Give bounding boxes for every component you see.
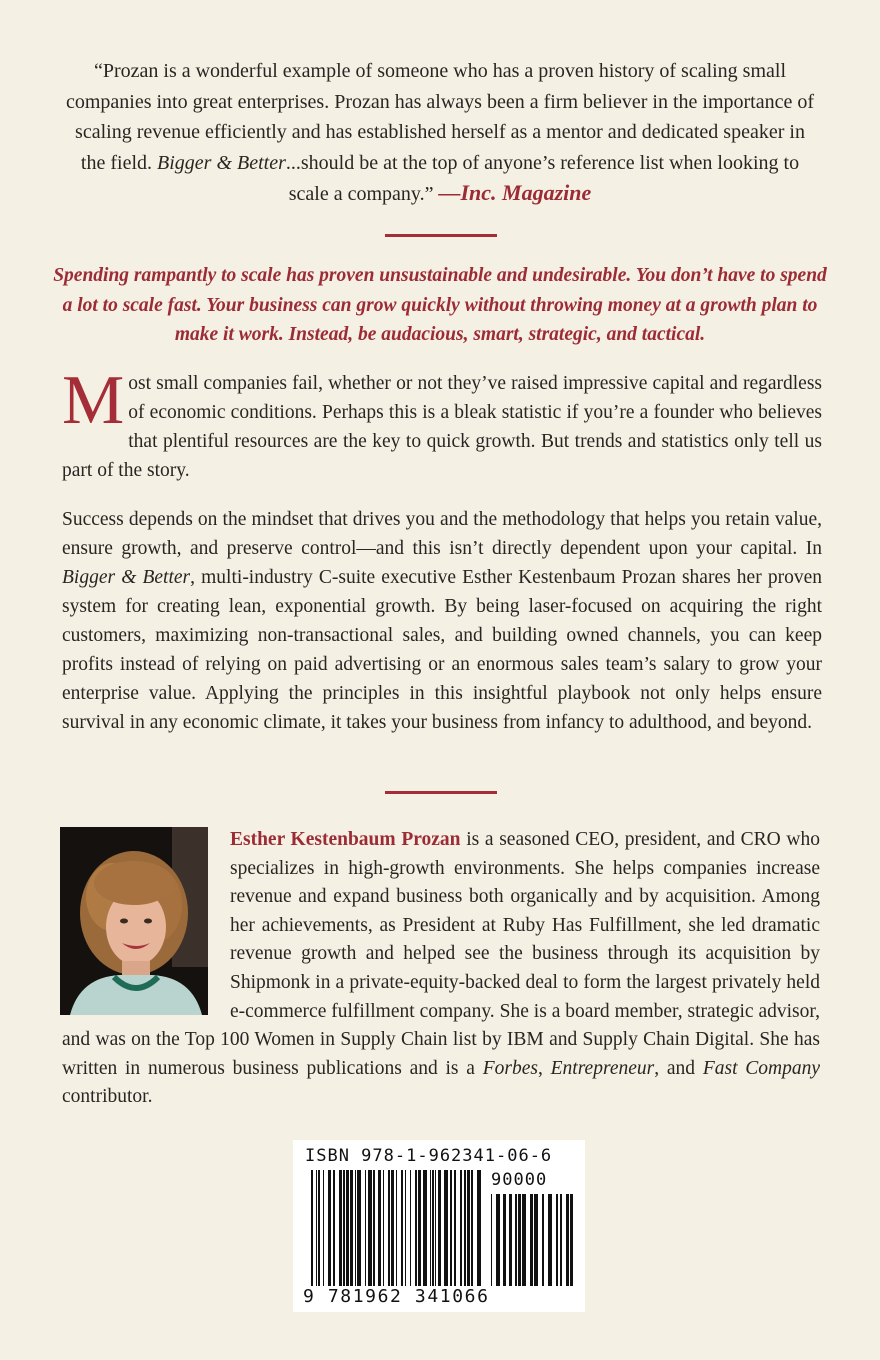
- endorsement-source: —Inc. Magazine: [438, 180, 592, 205]
- barcode-bar: [460, 1170, 462, 1286]
- isbn-number: ISBN 978-1-962341-06-6: [305, 1146, 553, 1166]
- barcode-bar: [333, 1170, 335, 1286]
- barcode-bar: [383, 1170, 384, 1286]
- price-code: 90000: [491, 1170, 548, 1190]
- barcode-bar: [418, 1170, 421, 1286]
- isbn-barcode: [293, 1140, 585, 1312]
- barcode-bar: [357, 1170, 361, 1286]
- barcode-bar: [391, 1170, 394, 1286]
- barcode-bar: [388, 1170, 390, 1286]
- author-name: Esther Kestenbaum Prozan: [230, 829, 461, 850]
- bio-separator: ,: [537, 1057, 551, 1079]
- barcode-bar: [515, 1194, 517, 1286]
- barcode-bar: [311, 1170, 313, 1286]
- barcode-bar: [477, 1170, 481, 1286]
- barcode-bar: [454, 1170, 456, 1286]
- barcode-bar: [339, 1170, 342, 1286]
- barcode-bar: [405, 1170, 406, 1286]
- barcode-bar: [373, 1170, 375, 1286]
- ean-number: 9 781962 341066: [303, 1286, 490, 1307]
- barcode-bar: [318, 1170, 320, 1286]
- barcode-bar: [518, 1194, 521, 1286]
- barcode-bar: [464, 1170, 466, 1286]
- barcode-bar: [444, 1170, 448, 1286]
- endorsement-text: “Prozan is a wonderful example of someone who has a proven history of scaling small companies into great enterprises. Prozan has always been a firm believer in the importance of scaling revenue efficiently and has established herself as a mentor and dedicated speaker in the field.: [65, 60, 815, 174]
- barcode-bar: [415, 1170, 417, 1286]
- barcode-bar: [509, 1194, 512, 1286]
- author-bio-text: is a seasoned CEO, president, and CRO who specializes in high-growth environments. She helps companies increase revenue and expand business both organically and by acquisition. Among her achievements, as President at Ruby Has Fulfillment, she led dramatic revenue growth and helped see the business through its acquisition by Shipmonk in a private-equity-backed deal to form the largest privately held e-commerce fulfillment company. She is a board member, strategic advisor, and was on the Top 100 Women in Supply Chain list by IBM and Supply Chain Digital. She has written in numerous business publications and is a: [62, 829, 820, 1079]
- publication-entrepreneur: Entrepreneur: [550, 1057, 655, 1079]
- author-bio-end: contributor.: [62, 1086, 153, 1108]
- endorsement-book-title: Bigger & Better: [157, 151, 286, 174]
- barcode-bar: [396, 1170, 397, 1286]
- endorsement-quote: [62, 56, 818, 210]
- barcode-bar: [365, 1170, 366, 1286]
- barcode-bar: [566, 1194, 569, 1286]
- drop-cap: M: [62, 362, 125, 439]
- body-book-title: Bigger & Better: [62, 567, 191, 588]
- endorsement-text-after: ...should be at the top of anyone’s reference list when looking to scale a company.”: [285, 151, 800, 205]
- barcode-bar: [548, 1194, 552, 1286]
- barcode-bar: [430, 1170, 431, 1286]
- body-paragraph-1: [62, 362, 822, 485]
- barcode-bar: [467, 1170, 470, 1286]
- tagline: Spending rampantly to scale has proven unsustainable and undesirable. You don’t have to spend a lot to scale fast. Your business can grow quickly without throwing money at a growth plan to make it work. Instead, be audacious, smart, strategic, and tactical.: [53, 265, 827, 345]
- barcode-bar: [522, 1194, 526, 1286]
- barcode-bar: [450, 1170, 452, 1286]
- barcode-bar: [530, 1194, 533, 1286]
- barcode-bar: [560, 1194, 562, 1286]
- barcode-bar: [328, 1170, 331, 1286]
- barcode-bar: [435, 1170, 436, 1286]
- body-paragraph-2-rest: , multi-industry C-suite executive Esther Kestenbaum Prozan shares her proven system for creating lean, exponential growth. By being laser-focused on acquiring the right customers, maximizing non-transactional sales, and building owned channels, you can keep profits instead of relying on paid advertising or an enormous sales team’s salary to grow your enterprise value. Applying the principles in this insightful playbook not only helps ensure survival in any economic climate, it takes your business from infancy to adulthood, and beyond.: [62, 567, 822, 733]
- barcode-bar: [570, 1194, 573, 1286]
- body-paragraph-2: [62, 505, 822, 737]
- barcode-bar: [438, 1170, 441, 1286]
- barcode-bar: [368, 1170, 372, 1286]
- publication-fast-company: Fast Company: [702, 1057, 820, 1079]
- barcode-bar: [432, 1170, 434, 1286]
- barcode-bar: [496, 1194, 500, 1286]
- body-paragraph-2-start: Success depends on the mindset that drives you and the methodology that helps you retain value, ensure growth, and preserve control—and this isn’t directly dependent upon your capital. In: [62, 509, 822, 559]
- body-paragraph-1-text: ost small companies fail, whether or not they’ve raised impressive capital and regardless of economic conditions. Perhaps this is a bleak statistic if you’re a founder who believes that plentiful resources are the key to quick growth. But trends and statistics only tell us part of the story.: [62, 373, 822, 481]
- author-bio: [62, 826, 820, 1112]
- barcode-bar: [556, 1194, 558, 1286]
- barcode-bar: [503, 1194, 506, 1286]
- barcode-bar: [350, 1170, 353, 1286]
- barcode-bar: [378, 1170, 381, 1286]
- barcode-bar: [491, 1194, 492, 1286]
- divider-rule: [385, 234, 497, 237]
- barcode-bar: [410, 1170, 411, 1286]
- barcode-bar: [401, 1170, 403, 1286]
- publication-forbes: Forbes: [482, 1057, 538, 1079]
- barcode-bar: [423, 1170, 427, 1286]
- barcode-bar: [355, 1170, 356, 1286]
- divider-rule-2: [385, 791, 497, 794]
- barcode-bar: [471, 1170, 473, 1286]
- barcode-bar: [323, 1170, 324, 1286]
- barcode-bar: [542, 1194, 544, 1286]
- barcode-bar: [534, 1194, 538, 1286]
- barcode-bar: [343, 1170, 345, 1286]
- barcode-bar: [346, 1170, 349, 1286]
- barcode-bar: [316, 1170, 317, 1286]
- bio-separator: , and: [654, 1057, 703, 1079]
